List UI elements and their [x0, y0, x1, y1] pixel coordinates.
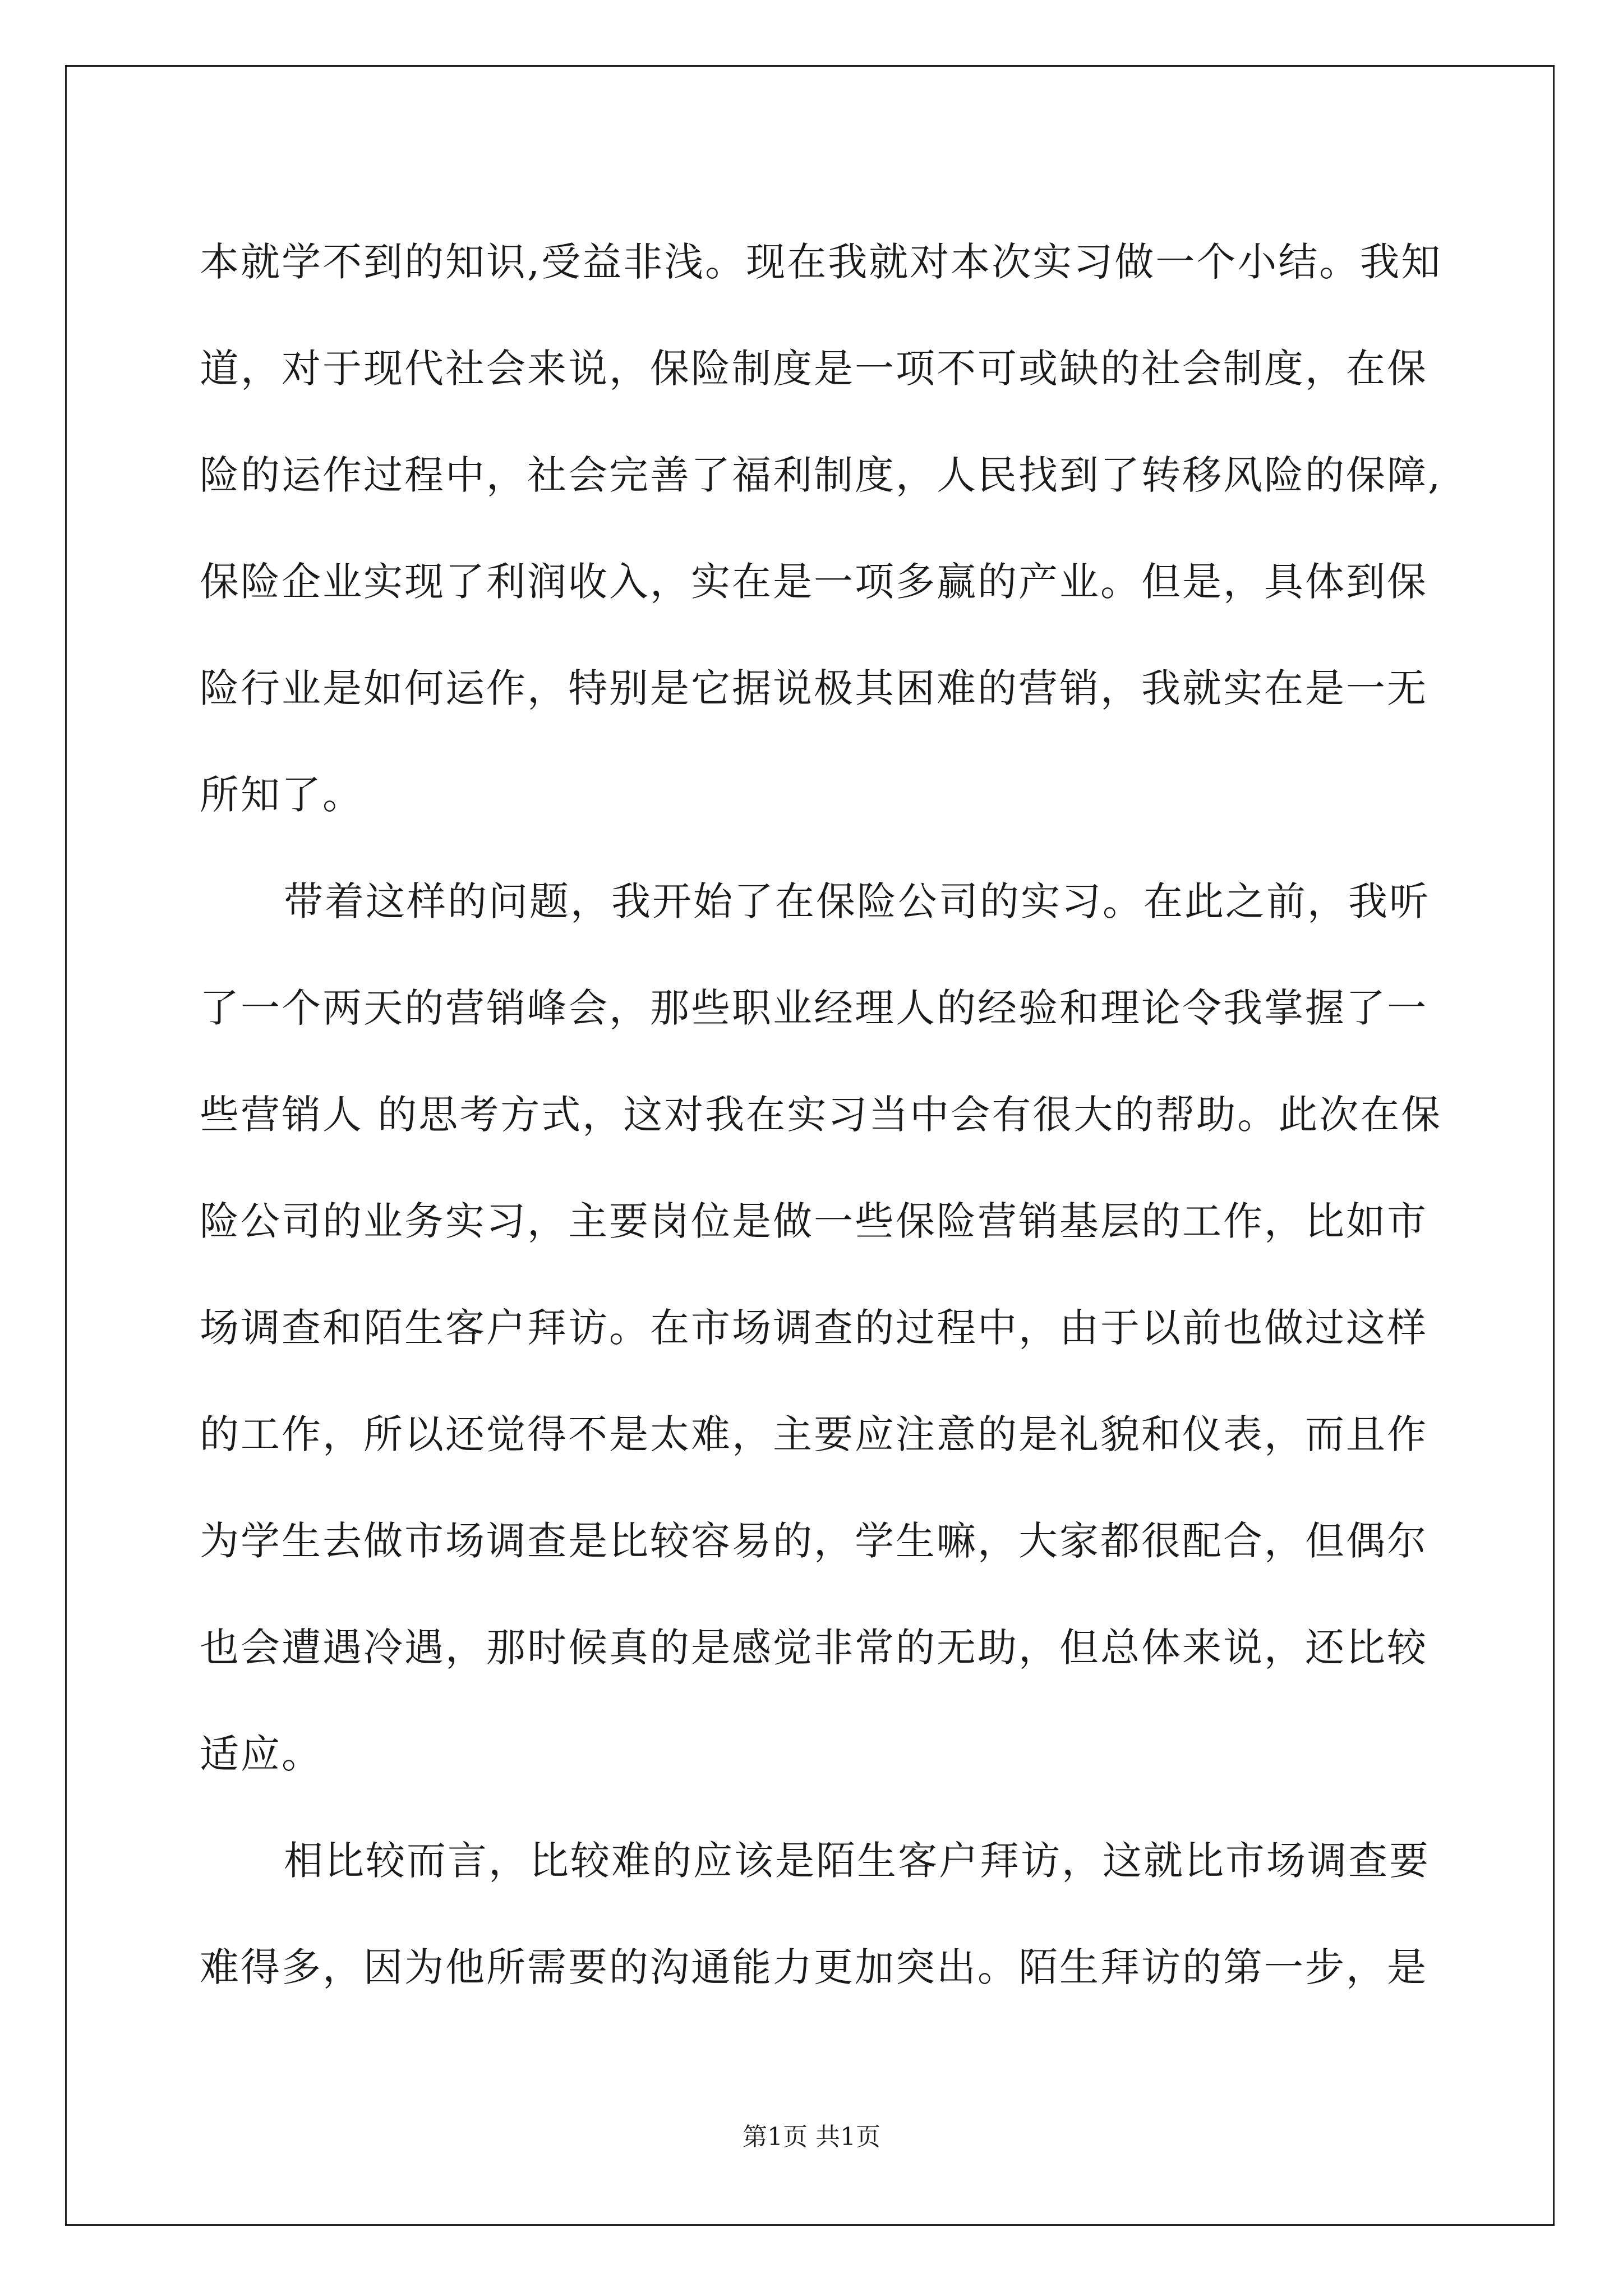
text-line: 所知了。 [200, 772, 363, 818]
text-line: 险公司的业务实习，主要岗位是做一些保险营销基层的工作，比如市 [200, 1198, 1428, 1244]
text-line: 也会遭遇冷遇，那时候真的是感觉非常的无助，但总体来说，还比较 [200, 1625, 1428, 1671]
text-line: 些营销人 的思考方式，这对我在实习当中会有很大的帮助。此次在保 [200, 1092, 1442, 1138]
text-line: 险行业是如何运作，特别是它据说极其困难的营销，我就实在是一无 [200, 665, 1428, 711]
text-line: 本就学不到的知识,受益非浅。现在我就对本次实习做一个小结。我知 [200, 239, 1442, 285]
text-line: 的工作，所以还觉得不是太难，主要应注意的是礼貌和仪表，而且作 [200, 1411, 1428, 1457]
text-line: 难得多，因为他所需要的沟通能力更加突出。陌生拜访的第一步，是 [200, 1944, 1428, 1990]
text-line: 保险企业实现了利润收入，实在是一项多赢的产业。但是，具体到保 [200, 559, 1428, 605]
paragraph-3 [200, 1807, 1433, 2021]
page-footer [0, 2120, 1623, 2154]
paragraph-2 [200, 848, 1442, 1807]
page-number-label: 第1页 共1页 [743, 2123, 880, 2151]
paragraph-1 [200, 209, 1442, 848]
text-line: 带着这样的问题，我开始了在保险公司的实习。在此之前，我听 [284, 878, 1430, 924]
text-line: 了一个两天的营销峰会，那些职业经理人的经验和理论令我掌握了一 [200, 985, 1428, 1031]
text-line: 相比较而言，比较难的应该是陌生客户拜访，这就比市场调查要 [284, 1838, 1430, 1884]
text-line: 为学生去做市场调查是比较容易的，学生嘛，大家都很配合，但偶尔 [200, 1518, 1428, 1564]
text-line: 适应。 [200, 1731, 322, 1777]
document-body [200, 209, 1442, 2021]
text-line: 场调查和陌生客户拜访。在市场调查的过程中，由于以前也做过这样 [200, 1305, 1428, 1351]
text-line: 险的运作过程中，社会完善了福利制度，人民找到了转移风险的保障, [200, 452, 1442, 498]
text-line: 道，对于现代社会来说，保险制度是一项不可或缺的社会制度，在保 [200, 346, 1428, 392]
